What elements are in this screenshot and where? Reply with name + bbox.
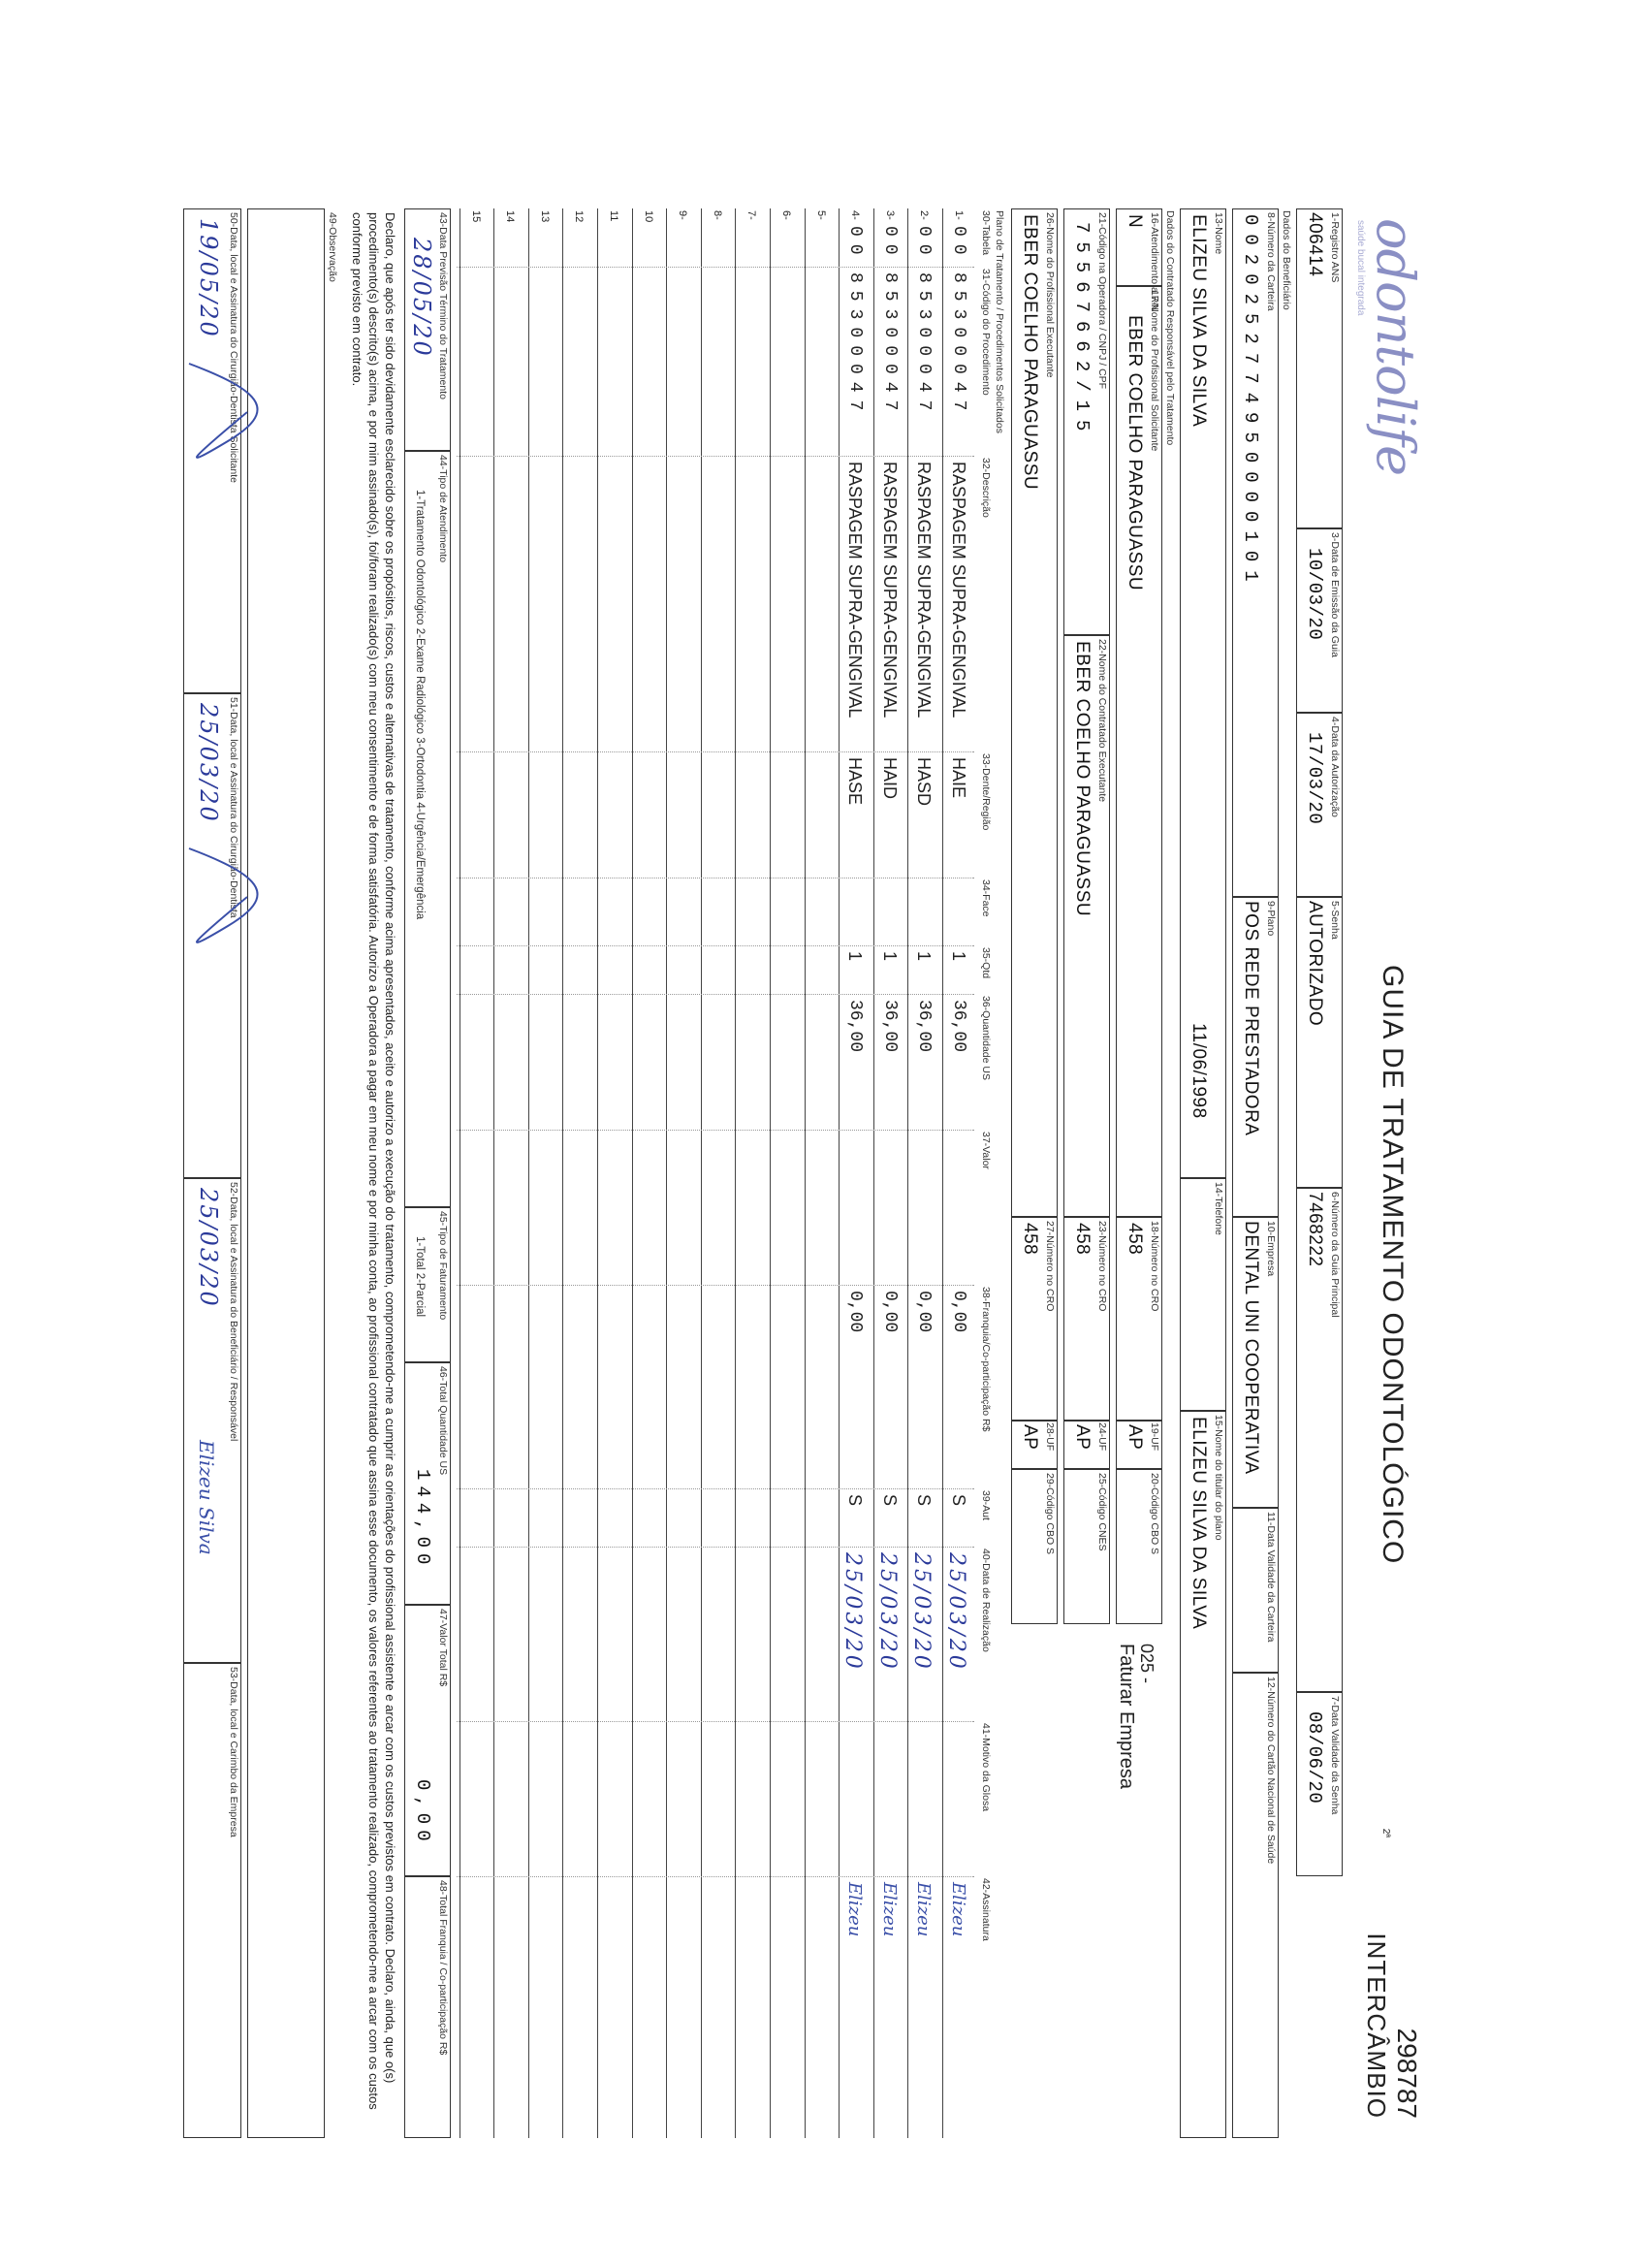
- cbo-label: 20-Código CBO S: [1149, 1473, 1160, 1555]
- password-label: 5-Senha: [1329, 901, 1341, 940]
- row-underline: [839, 208, 840, 2138]
- signature-50-date: 19/05/20: [195, 218, 222, 338]
- row-number: 2-: [918, 210, 931, 220]
- row-number: 6-: [780, 210, 792, 220]
- beneficiary-signature: Elizeu Silva: [195, 1440, 218, 1555]
- cell-aut: S: [879, 1494, 900, 1507]
- dentist-signature-scribble-2-icon: [179, 839, 286, 955]
- cell-data: 25/03/20: [840, 1552, 866, 1672]
- cell-aut: S: [845, 1494, 866, 1507]
- dentist-signature-scribble-icon: [179, 354, 286, 470]
- billing-type-label: 45-Tipo de Faturamento: [437, 1211, 449, 1321]
- executing-contractor-value: EBER COELHO PARAGUASSU: [1072, 641, 1093, 917]
- column-separator: [457, 1285, 974, 1286]
- cell-descricao: RASPAGEM SUPRA-GENGIVAL: [949, 462, 968, 719]
- cell-descricao: RASPAGEM SUPRA-GENGIVAL: [845, 462, 866, 719]
- row-number: 1-: [953, 210, 965, 220]
- sus-card-label: 12-Número do Cartão Nacional de Saúde: [1265, 1677, 1277, 1865]
- main-guide-value: 7468222: [1305, 1192, 1325, 1267]
- auth-date-value: 17/03/20: [1304, 732, 1325, 825]
- cell-tabela: 00: [845, 226, 866, 263]
- row-underline: [528, 208, 529, 2138]
- cell-codigo: 85300047: [845, 272, 866, 419]
- phone-label: 14-Telefone: [1213, 1182, 1224, 1235]
- uf3-value: AP: [1020, 1424, 1040, 1451]
- column-separator: [457, 1721, 974, 1722]
- cell-dente: HASD: [914, 757, 935, 807]
- cell-aut: S: [949, 1494, 968, 1507]
- table-row: [561, 208, 594, 2138]
- copy-marker: 2ª: [1380, 1828, 1391, 1837]
- total-us-label: 46-Total Quantidade US: [437, 1366, 449, 1476]
- cell-assinatura: Elizeu: [878, 1882, 900, 1937]
- table-row: [872, 208, 905, 2138]
- service-type-box: [404, 451, 451, 1207]
- issue-date-label: 3-Data de Emissão da Guia: [1329, 532, 1341, 657]
- ans-register-value: 406414: [1305, 212, 1325, 277]
- cell-tabela: 00: [879, 226, 900, 263]
- dental-treatment-form: [15, 208, 1430, 2138]
- total-copay-label: 48-Total Franquia / Co-participação R$: [437, 1880, 449, 2056]
- ans-register-label: 1-Registro ANS: [1329, 212, 1341, 283]
- column-separator: [457, 267, 974, 268]
- billing-type-options: 1-Total 2-Parcial: [414, 1236, 426, 1318]
- total-value-label: 47-Valor Total R$: [437, 1609, 449, 1687]
- cell-assinatura: Elizeu: [844, 1882, 866, 1937]
- cbo-value: 025 -: [1137, 1644, 1157, 1684]
- row-underline: [735, 208, 736, 2138]
- observation-label: 49-Observação: [327, 212, 338, 282]
- row-number: 9-: [677, 210, 689, 220]
- row-underline: [562, 208, 563, 2138]
- card-number-value: 0020252774950000101: [1240, 214, 1261, 591]
- page-title: GUIA DE TRATAMENTO ODONTOLÓGICO: [1377, 965, 1409, 1565]
- contracted-section-label: Dados do Contratado Responsável pelo Tratamento: [1164, 210, 1176, 446]
- cell-tabela: 00: [949, 226, 968, 263]
- treatment-plan-section-label: Plano de Tratamento / Procedimentos Solicitados: [994, 210, 1005, 433]
- uf2-label: 24-UF: [1096, 1422, 1108, 1452]
- cell-us: 36,00: [949, 1000, 968, 1053]
- row-number: 7-: [745, 210, 758, 220]
- row-number: 8-: [711, 210, 723, 220]
- signature-53-label: 53-Data, local e Carimbo da Empresa: [228, 1667, 239, 1837]
- operator-logo: odontolife: [1365, 218, 1426, 476]
- cell-dente: HAIE: [949, 757, 968, 799]
- row-underline: [632, 208, 633, 2138]
- card-validity-label: 11-Data Validade da Carteira: [1265, 1512, 1277, 1643]
- service-type-options: 1-Tratamento Odontológico 2-Exame Radiológico 3-Ortodontia 4-Urgência/Emergência: [414, 490, 426, 920]
- table-row: [804, 208, 837, 2138]
- row-underline: [907, 208, 908, 2138]
- cell-dente: HAID: [879, 757, 900, 800]
- main-guide-label: 6-Número da Guia Principal: [1329, 1192, 1341, 1318]
- table-header-cell: 30-Tabela: [980, 210, 992, 256]
- cell-aut: S: [914, 1494, 935, 1507]
- total-value-value: 0,00: [412, 1779, 433, 1847]
- row-underline: [942, 208, 943, 2138]
- table-header-cell: 33-Dente/Região: [980, 753, 992, 831]
- signature-50-label: 50-Data, local e Assinatura do Cirurgião-Dentista Solicitante: [228, 212, 239, 483]
- column-separator: [457, 994, 974, 995]
- cro2-label: 23-Número no CRO: [1096, 1221, 1108, 1312]
- table-header-cell: 31-Código do Procedimento: [980, 269, 992, 396]
- cell-dente: HASE: [845, 757, 866, 806]
- cell-franquia: 0,00: [949, 1291, 968, 1333]
- holder-label: 15-Nome do titular do plano: [1213, 1415, 1224, 1541]
- password-validity-value: 08/06/20: [1304, 1711, 1325, 1805]
- table-row: [665, 208, 698, 2138]
- requesting-professional-label: 17-Nome do Profissional Solicitante: [1149, 290, 1160, 452]
- cell-codigo: 85300047: [879, 272, 900, 419]
- cro2-value: 458: [1072, 1223, 1093, 1256]
- password-value: AUTORIZADO: [1305, 901, 1325, 1027]
- column-separator: [457, 1876, 974, 1877]
- row-number: 15: [469, 210, 482, 223]
- cell-codigo: 85300047: [914, 272, 935, 419]
- table-header-cell: 34-Face: [980, 879, 992, 917]
- cell-codigo: 85300047: [949, 272, 968, 419]
- cell-us: 36,00: [914, 1000, 935, 1053]
- row-number: 10: [642, 210, 654, 223]
- company-value: DENTAL UNI COOPERATIVA: [1241, 1221, 1261, 1475]
- service-type-label: 44-Tipo de Atendimento: [437, 455, 449, 563]
- row-underline: [805, 208, 806, 2138]
- table-row: [492, 208, 525, 2138]
- requesting-professional-value: EBER COELHO PARAGUASSU: [1125, 315, 1145, 591]
- row-number: 3-: [883, 210, 896, 220]
- uf-label: 19-UF: [1149, 1422, 1160, 1452]
- signature-51-date: 25/03/20: [195, 703, 222, 823]
- issue-date-value: 10/03/20: [1304, 548, 1325, 641]
- cell-qtd: 1: [949, 951, 968, 962]
- row-underline: [666, 208, 667, 2138]
- table-row: [769, 208, 802, 2138]
- row-number: 13: [538, 210, 551, 223]
- table-row: [596, 208, 629, 2138]
- table-row: [941, 208, 974, 2138]
- column-separator: [457, 1547, 974, 1548]
- name-label: 13-Nome: [1213, 212, 1224, 255]
- cbo3-label: 29-Código CBO S: [1044, 1473, 1056, 1555]
- column-separator: [457, 1130, 974, 1131]
- table-header-cell: 36-Quantidade US: [980, 996, 992, 1080]
- consent-declaration: Declaro, que após ter sido devidamente esclarecido sobre os propósitos, riscos, custos e alternativas de tratamento, conforme acima apresentados, aceito e autorizo a execução do tratamento, comprometendo-me a cumprir as orientações do profissional assistente e arcar com os custos previstos em contrato. Declaro, ainda, que o(s) procedimento(s) descrito(s) acima, e por mim assinado(s), foi/foram realizado(s) com meu consentimento e de forma satisfatória. Autorizo a Operadora a pagar em meu nome e por minha conta, ao profissional contratado que assina esse documento, os valores referentes ao tratamento realizado, comprometendo-me a arcar com os custos conforme previsto em contrato.: [350, 212, 397, 2110]
- intercambio-label: INTERCÂMBIO: [1362, 1933, 1391, 2119]
- cell-data: 25/03/20: [944, 1552, 968, 1672]
- forecast-date-label: 43-Data Previsão Término do Tratamento: [437, 212, 449, 399]
- forecast-date-value: 28/05/20: [408, 238, 435, 358]
- table-header-cell: 39-Aut: [980, 1490, 992, 1520]
- cell-descricao: RASPAGEM SUPRA-GENGIVAL: [879, 462, 900, 719]
- table-row: [631, 208, 664, 2138]
- password-validity-label: 7-Data Validade da Senha: [1329, 1696, 1341, 1815]
- row-number: 11: [608, 210, 619, 222]
- table-row: [734, 208, 767, 2138]
- row-underline: [493, 208, 494, 2138]
- cell-us: 36,00: [845, 1000, 866, 1053]
- table-row: [838, 208, 871, 2138]
- operator-code-value: 75567662/15: [1071, 222, 1093, 440]
- barcode-icon: [1584, 1934, 1585, 1973]
- executing-contractor-label: 22-Nome do Contratado Executante: [1096, 639, 1108, 803]
- guide-number: 298787: [1392, 2028, 1422, 2119]
- cell-us: 36,00: [879, 1000, 900, 1053]
- cell-franquia: 0,00: [845, 1291, 866, 1333]
- plan-value: POS REDE PRESTADORA: [1241, 901, 1261, 1136]
- cnes-label: 25-Código CNES: [1096, 1473, 1108, 1551]
- table-header-cell: 40-Data de Realização: [980, 1549, 992, 1652]
- column-separator: [457, 1488, 974, 1489]
- cro3-value: 458: [1020, 1223, 1040, 1256]
- cell-franquia: 0,00: [879, 1291, 900, 1333]
- auth-date-label: 4-Data da Autorização: [1329, 717, 1341, 817]
- cell-assinatura: Elizeu: [948, 1882, 968, 1937]
- cell-data: 25/03/20: [909, 1552, 935, 1672]
- column-separator: [457, 945, 974, 946]
- cell-qtd: 1: [879, 951, 900, 962]
- operator-logo-subtitle: saúde bucal integrada: [1355, 220, 1366, 316]
- company-label: 10-Empresa: [1265, 1221, 1277, 1277]
- card-number-label: 8-Número da Carteira: [1265, 212, 1277, 311]
- rn-value: N: [1125, 214, 1145, 229]
- executing-professional-value: EBER COELHO PARAGUASSU: [1020, 214, 1040, 491]
- row-number: 5-: [814, 210, 827, 220]
- rn-label: 16-Atendimento a RN: [1149, 212, 1160, 310]
- uf3-label: 28-UF: [1044, 1422, 1056, 1452]
- beneficiary-section-label: Dados do Beneficiário: [1281, 210, 1292, 310]
- row-number: 12: [573, 210, 586, 223]
- holder-value: ELIZEU SILVA DA SILVA: [1188, 1417, 1209, 1630]
- plan-label: 9-Plano: [1265, 901, 1277, 937]
- birth-date-value: 11/06/1998: [1188, 1023, 1209, 1119]
- table-header-cell: 32-Descrição: [980, 458, 992, 518]
- table-header-cell: 35-Qtd: [980, 947, 992, 979]
- table-header-cell: 42-Assinatura: [980, 1878, 992, 1941]
- observation-box: [247, 208, 325, 2138]
- signature-52-label: 52-Data, local e Assinatura do Beneficiário / Responsável: [228, 1182, 239, 1442]
- uf-value: AP: [1125, 1424, 1145, 1451]
- row-number: 14: [504, 210, 517, 223]
- row-underline: [701, 208, 702, 2138]
- column-separator: [457, 456, 974, 457]
- executing-professional-label: 26-Nome do Profissional Executante: [1044, 212, 1056, 378]
- cell-qtd: 1: [914, 951, 935, 962]
- invoice-company-note: Faturar Empresa: [1116, 1644, 1137, 1790]
- signature-52-date: 25/03/20: [195, 1188, 222, 1308]
- cell-franquia: 0,00: [914, 1291, 935, 1333]
- table-row: [459, 208, 491, 2138]
- total-us-value: 144,00: [412, 1469, 433, 1571]
- cell-assinatura: Elizeu: [913, 1882, 935, 1937]
- cro-value: 458: [1125, 1223, 1145, 1256]
- cro3-label: 27-Número no CRO: [1044, 1221, 1056, 1312]
- cell-qtd: 1: [845, 951, 866, 962]
- table-header-cell: 37-Valor: [980, 1132, 992, 1169]
- table-header-cell: 41-Motivo da Glosa: [980, 1723, 992, 1812]
- name-value: ELIZEU SILVA DA SILVA: [1188, 214, 1209, 428]
- row-number: 4-: [849, 210, 862, 220]
- row-underline: [873, 208, 874, 2138]
- cell-tabela: 00: [914, 226, 935, 263]
- table-header-cell: 38-Franquia/Co-participação R$: [980, 1287, 992, 1432]
- table-row: [906, 208, 939, 2138]
- row-underline: [770, 208, 771, 2138]
- table-row: [700, 208, 733, 2138]
- cell-data: 25/03/20: [874, 1552, 900, 1672]
- cell-descricao: RASPAGEM SUPRA-GENGIVAL: [914, 462, 935, 719]
- signature-51-label: 51-Data, local e Assinatura do Cirurgião-Dentista: [228, 697, 239, 918]
- column-separator: [457, 751, 974, 752]
- operator-code-label: 21-Código na Operadora / CNPJ / CPF: [1096, 212, 1108, 390]
- table-row: [527, 208, 560, 2138]
- cro-label: 18-Número no CRO: [1149, 1221, 1160, 1312]
- uf2-value: AP: [1072, 1424, 1093, 1451]
- row-underline: [597, 208, 598, 2138]
